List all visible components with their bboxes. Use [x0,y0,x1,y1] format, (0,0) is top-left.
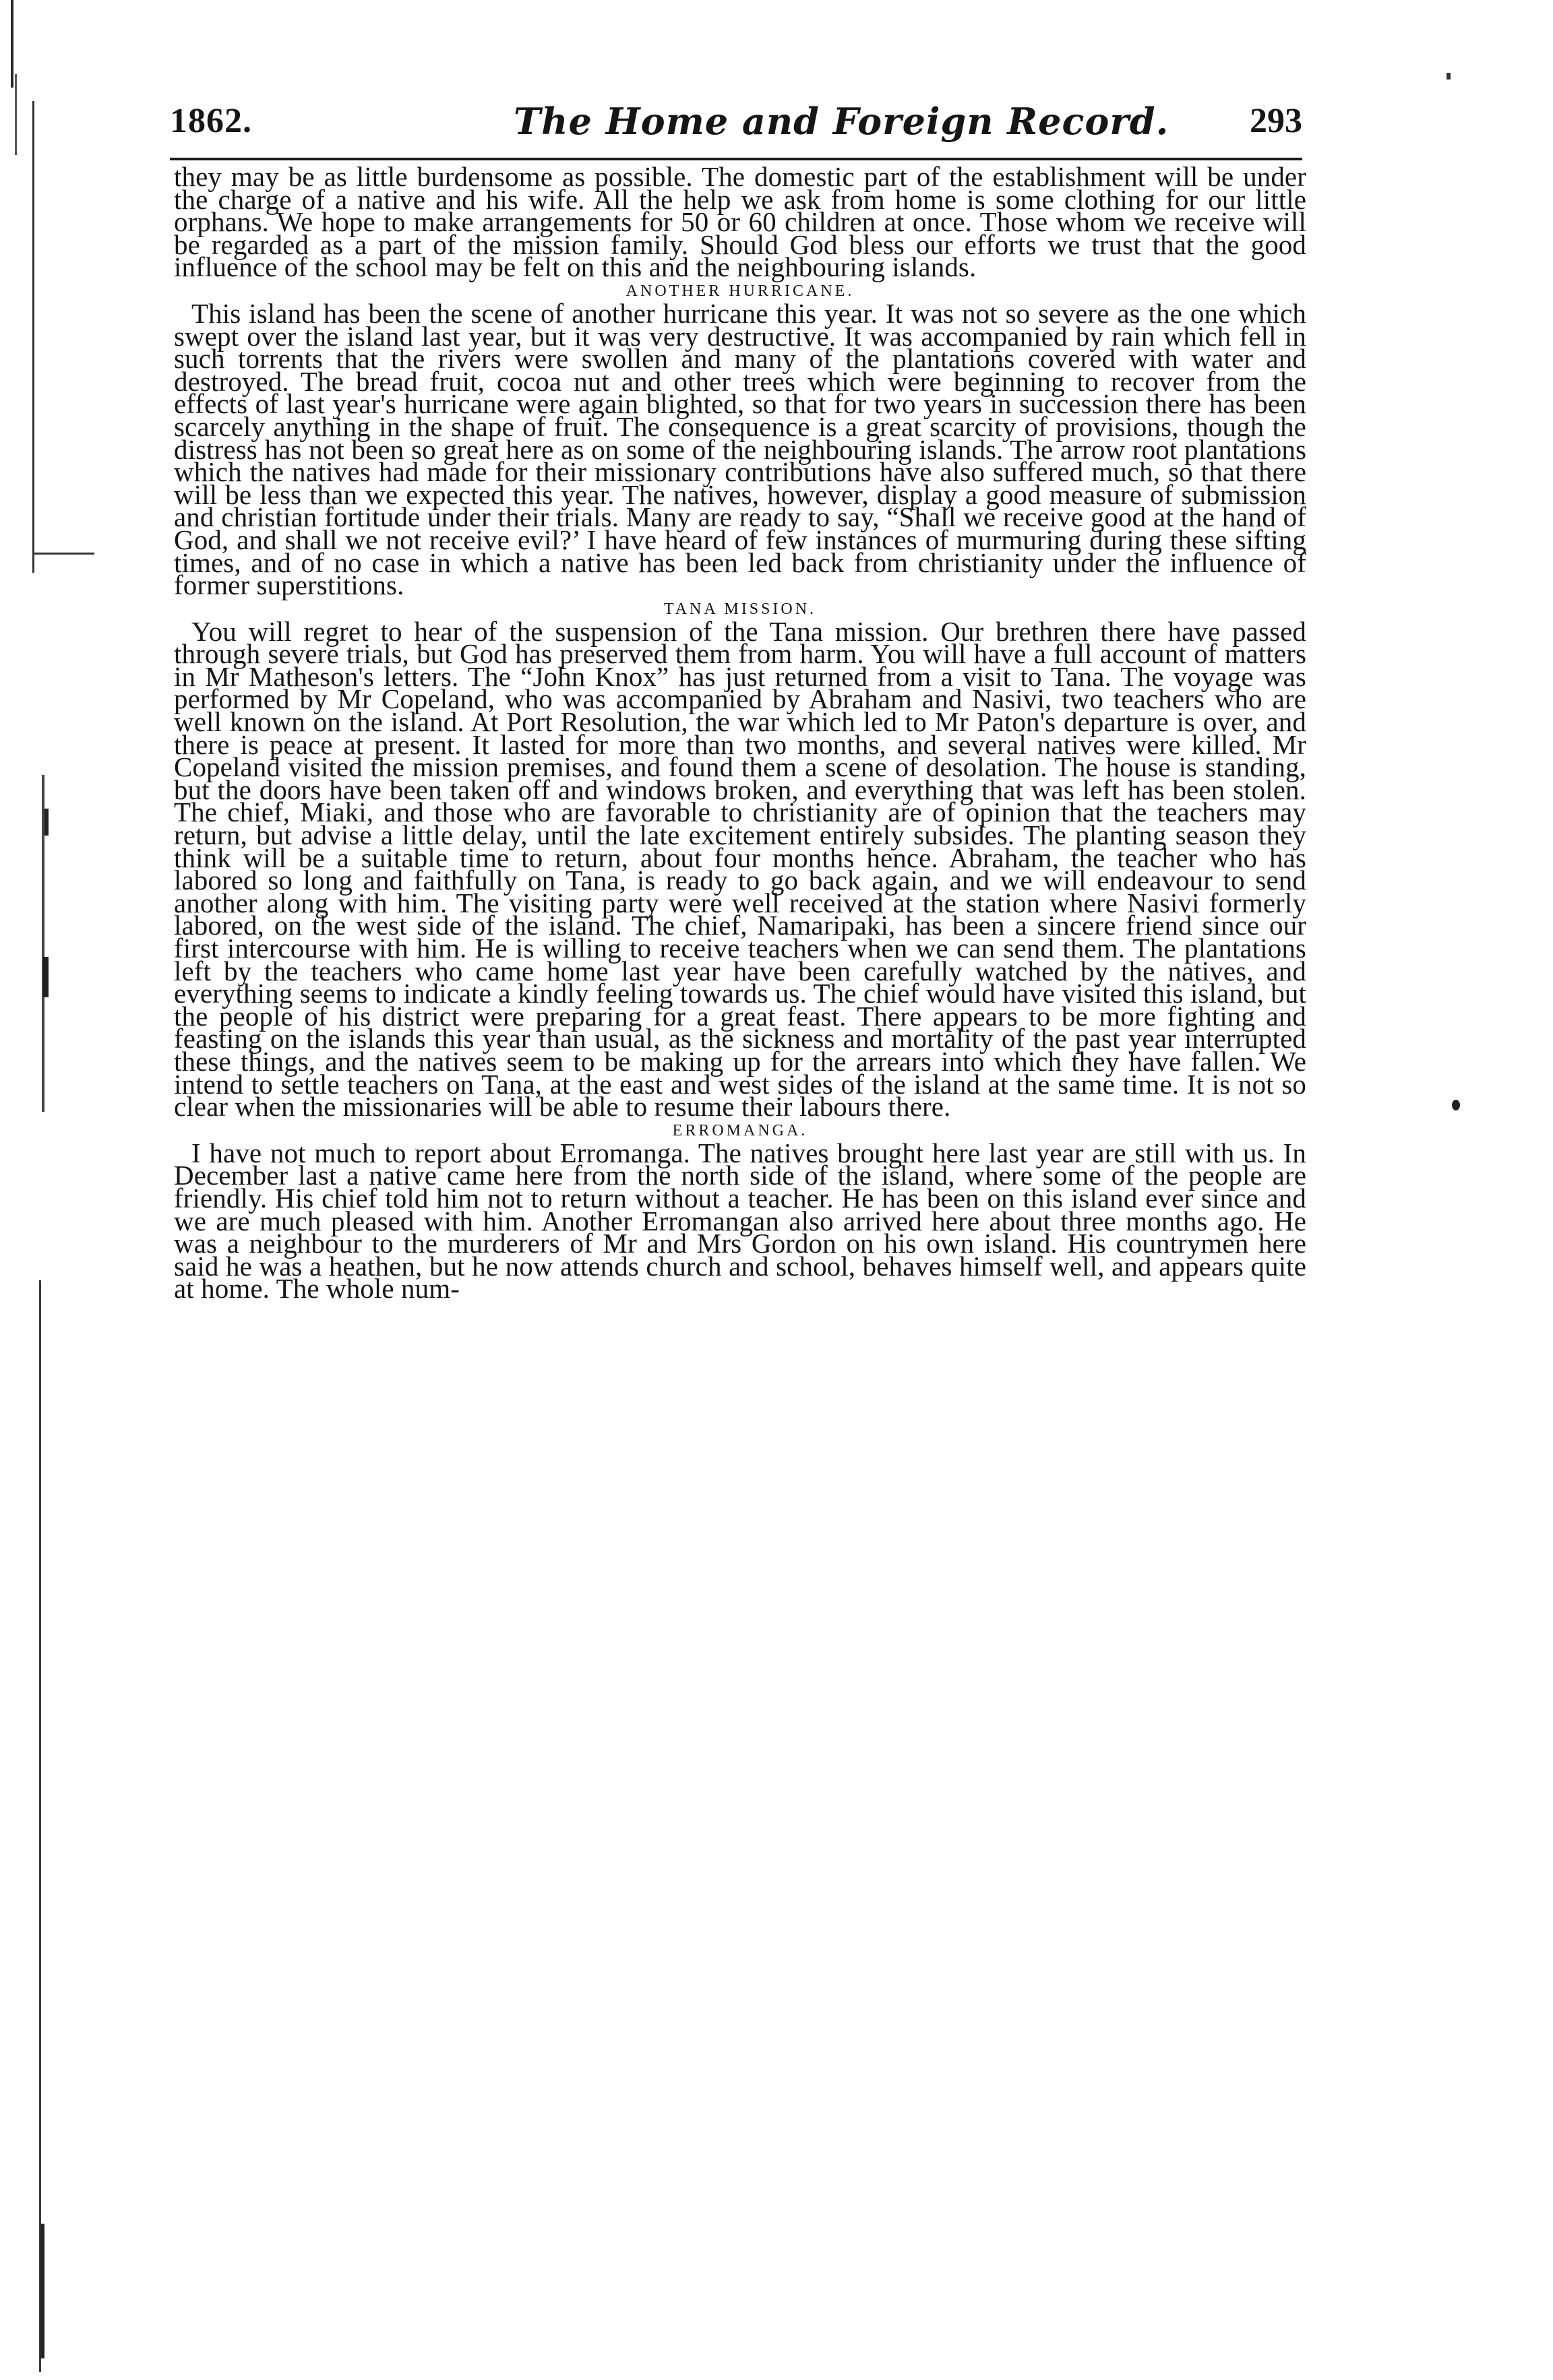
binding-edge-mark [11,0,13,88]
binding-edge-mark [39,1280,41,2372]
binding-edge-mark [43,957,49,997]
header-rule [170,158,1302,160]
section-heading: ANOTHER HURRICANE. [626,282,855,300]
section-heading: TANA MISSION. [663,600,817,618]
scan-speck [1447,73,1451,80]
binding-edge-mark [32,101,34,573]
binding-edge-mark [44,809,49,836]
body-paragraph: This island has been the scene of another hurricane this year. It was not so severe as the one which swept over the island last year, but it was very destructive. It was accompanied by rain which fell in such torrents that the rivers were swollen and many of the plantations covered with water and destroyed. The bread fruit, cocoa nut and other trees which were beginning to recover from the effects of last year's hurricane were again blighted, so that for two years in succession there has been scarcely anything in the shape of fruit. The consequence is a great scarcity of provisions, though the distress has not been so great here as on some of the neighbouring islands. The arrow root plantations which the natives had made for their missionary contributions have also suffered much, so that there will be less than we expected this year. The natives, however, display a good measure of submission and christian fortitude under their trials. Many are ready to say, “Shall we receive good at the hand of God, and shall we not receive evil?’ I have heard of few instances of murmuring during these sifting times, and of no case in which a native has been led back from christianity under the influence of former superstitions. [174,297,1306,601]
binding-edge-mark [15,74,17,155]
margin-mark [1452,1100,1460,1110]
text-column [174,161,1306,1305]
body-paragraph: I have not much to report about Erromanga. The natives brought here last year are still with us. In December last a native came here from the north side of the island, where some of the people are friendly. His chief told him not to return without a teacher. He has been on this island ever since and we are much pleased with him. Another Erromangan also arrived here about three months ago. He was a neighbour to the murderers of Mr and Mrs Gordon on his own island. His countrymen here said he was a heathen, but he now attends church and school, behaves himself well, and appears quite at home. The whole num- [174,1137,1306,1305]
binding-edge-mark [40,2224,44,2358]
header-title: The Home and Foreign Record. [514,100,1169,143]
binding-edge-mark [34,553,94,555]
body-paragraph: You will regret to hear of the suspension of the Tana mission. Our brethren there have passed through severe trials, but God has preserved them from harm. You will have a full account of matters in Mr Matheson's letters. The “John Knox” has just returned from a visit to Tana. The voyage was performed by Mr Copeland, who was accompanied by Abraham and Nasivi, two teachers who are well known on the island. At Port Resolution, the war which led to Mr Paton's departure is over, and there is peace at present. It lasted for more than two months, and several natives were killed. Mr Copeland visited the mission premises, and found them a scene of desolation. The house is standing, but the doors have been taken off and windows broken, and everything that was left has been stolen. The chief, Miaki, and those who are favorable to christianity are of opinion that the teachers may return, but advise a little delay, until the late excitement entirely subsides. The planting season they think will be a suitable time to return, about four months hence. Abraham, the teacher who has labored so long and faithfully on Tana, is ready to go back again, and we will endeavour to send another along with him. The visiting party were well received at the station where Nasivi formerly labored, on the west side of the island. The chief, Namaripaki, has been a sincere friend since our first intercourse with him. He is willing to receive teachers when we can send them. The plantations left by the teachers who came home last year have been carefully watched by the natives, and everything seems to indicate a kindly feeling towards us. The chief would have visited this island, but the people of his district were preparing for a great feast. There appears to be more fighting and feasting on the islands this year than usual, as the sickness and mortality of the past year interrupted these things, and the natives seem to be making up for the arrears into which they have fallen. We intend to settle teachers on Tana, at the east and west sides of the island at the same time. It is not so clear when the missionaries will be able to resume their labours there. [174,615,1306,1123]
running-header [170,101,1302,155]
page-number: 293 [1250,102,1302,140]
header-year: 1862. [170,102,252,140]
section-heading: ERROMANGA. [672,1121,808,1139]
body-paragraph: they may be as little burdensome as possible. The domestic part of the establishment will be under the charge of a native and his wife. All the help we ask from home is some clothing for our little orphans. We hope to make arrangements for 50 or 60 children at once. Those whom we receive will be regarded as a part of the mission family. Should God bless our efforts we trust that the good influence of the school may be felt on this and the neighbouring islands. [174,161,1306,283]
